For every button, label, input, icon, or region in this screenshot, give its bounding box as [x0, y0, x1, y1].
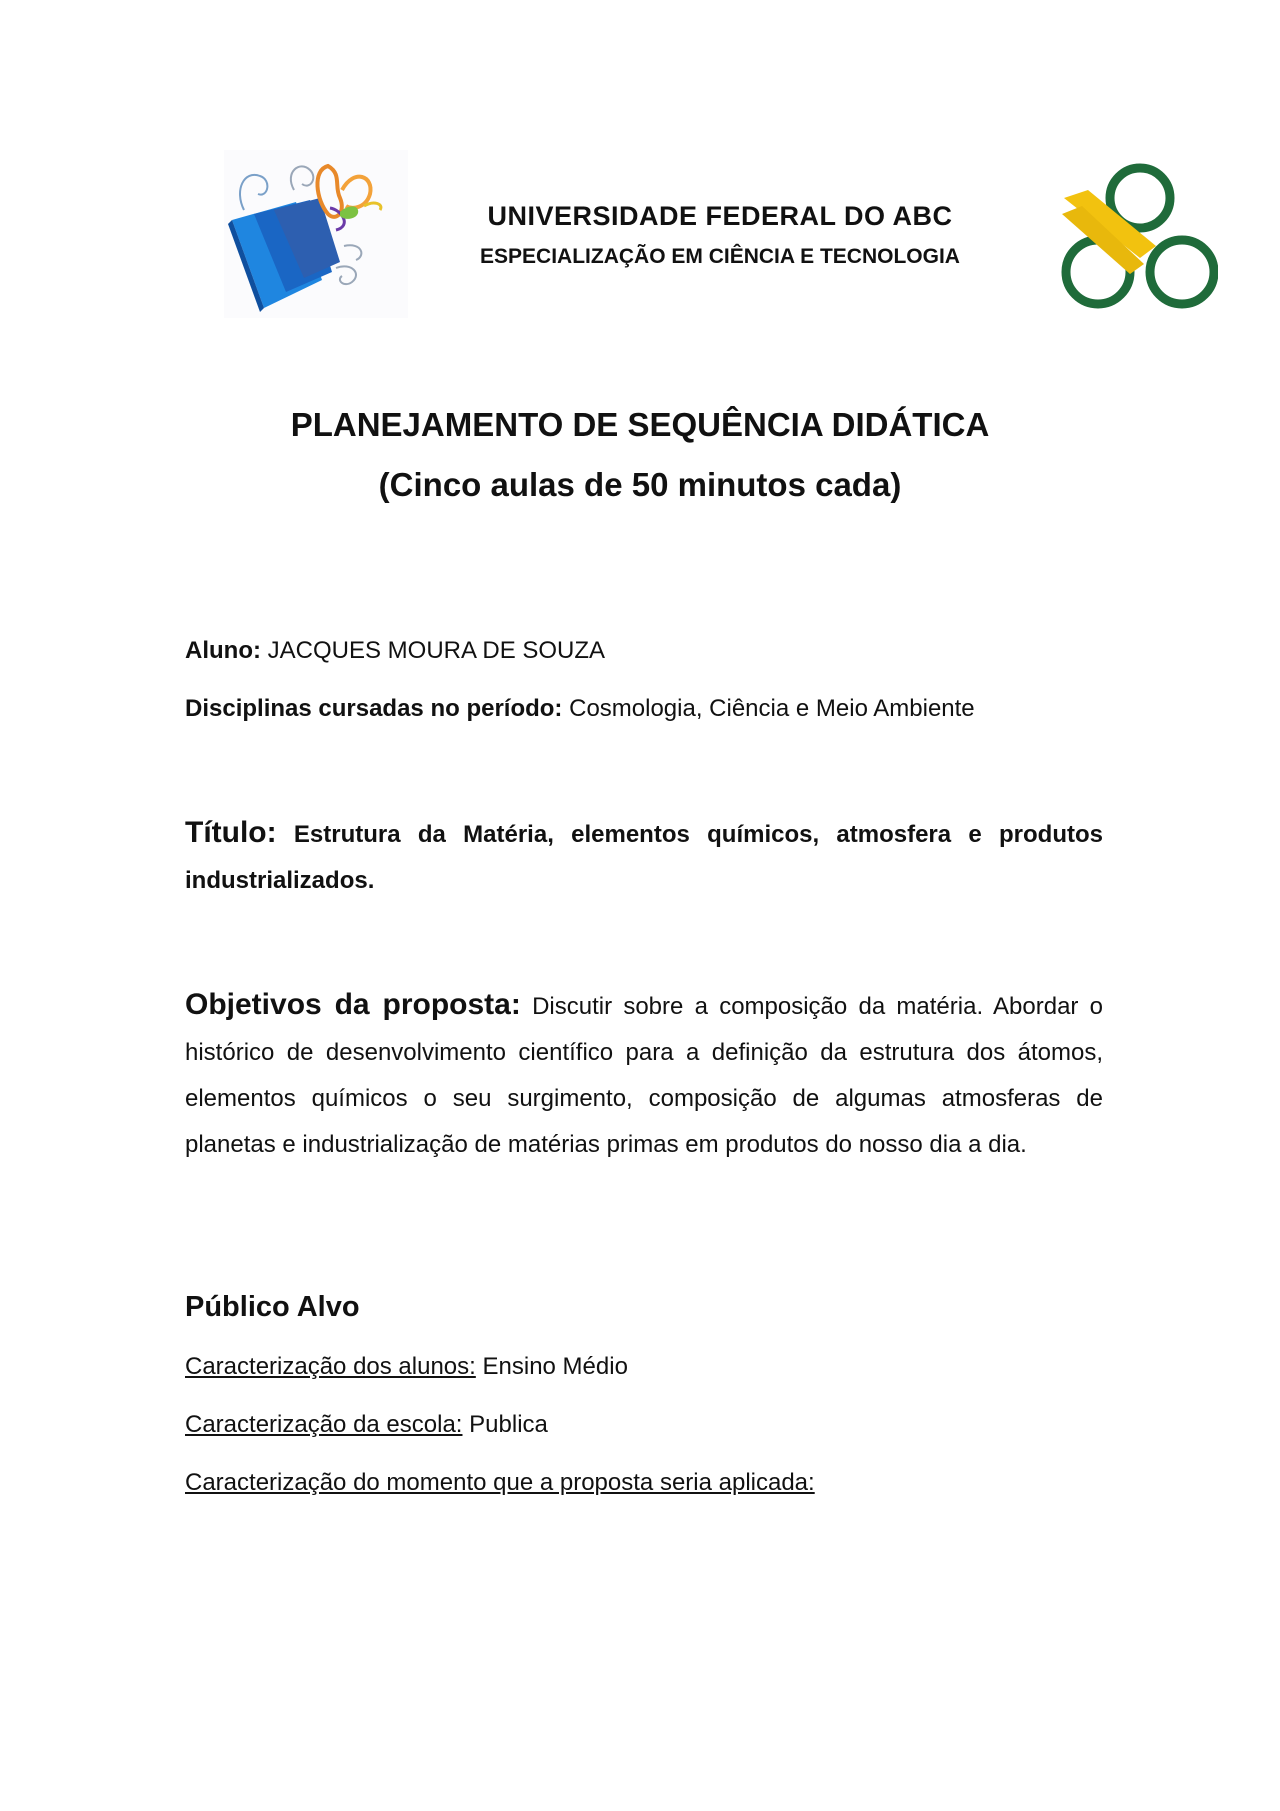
document-subtitle: (Cinco aulas de 50 minutos cada) [378, 466, 902, 503]
student-name: JACQUES MOURA DE SOUZA [267, 637, 606, 664]
students-value: Ensino Médio [482, 1353, 628, 1380]
school-characterization [185, 1402, 1103, 1448]
book-with-butterfly-logo-icon [224, 150, 408, 318]
students-characterization [185, 1344, 1103, 1390]
objectives-value: Discutir sobre a composição da matéria. Abordar o histórico de desenvolvimento científico para a definição da estrutura dos átomos, elementos químicos o seu surgimento, composição de algumas atmosferas de planetas e industrialização de matérias primas em produtos do nosso dia a dia. [185, 993, 1103, 1158]
moment-label: Caracterização do momento que a proposta seria aplicada: [185, 1469, 815, 1496]
disciplines-line [185, 686, 1103, 732]
school-label: Caracterização da escola: [185, 1411, 463, 1438]
audience-heading: Público Alvo [185, 1291, 360, 1323]
students-label: Caracterização dos alunos: [185, 1353, 476, 1380]
course-name: ESPECIALIZAÇÃO EM CIÊNCIA E TECNOLOGIA [480, 245, 960, 268]
ufabc-logo-icon [1058, 162, 1218, 312]
disciplines-value: Cosmologia, Ciência e Meio Ambiente [569, 695, 975, 722]
document-title: PLANEJAMENTO DE SEQUÊNCIA DIDÁTICA [290, 406, 990, 443]
titulo-paragraph [185, 810, 1103, 904]
document-title-block [0, 395, 1280, 515]
university-name: UNIVERSIDADE FEDERAL DO ABC [487, 201, 953, 231]
student-line [185, 628, 1103, 674]
school-value: Publica [469, 1411, 548, 1438]
moment-characterization [185, 1460, 1103, 1506]
disciplines-label: Disciplinas cursadas no período: [185, 695, 563, 722]
student-label: Aluno: [185, 637, 261, 664]
titulo-label: Título: [185, 816, 277, 849]
titulo-value: Estrutura da Matéria, elementos químicos, atmosfera e produtos industrializados. [185, 821, 1103, 894]
institution-header [420, 196, 1020, 274]
audience-section [185, 1284, 1103, 1506]
objectives-paragraph [185, 982, 1103, 1168]
objectives-label: Objetivos da proposta: [185, 988, 521, 1021]
